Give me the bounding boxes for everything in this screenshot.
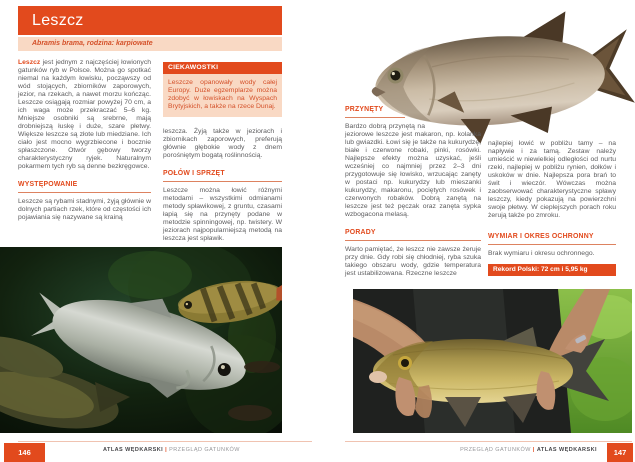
footer-separator: | [165, 447, 168, 453]
polish-record-badge: Rekord Polski: 72 cm i 5,95 kg [488, 264, 616, 276]
polow-paragraph: Leszcze można łowić różnymi metodami – wszystkimi odmianami metody spławikowej, z gruntu, czasami łapią się na przynęty podane w metodzie spinningowej, np. twistery. W jeziorach najpopularniejszą metodą na leszcza jest spławik. [163, 187, 282, 242]
species-title-band [18, 6, 282, 35]
page-number-right: 147 [607, 443, 633, 462]
page-number-left: 146 [4, 443, 45, 462]
section-heading-wystepowanie: WYSTĘPOWANIE [18, 181, 151, 193]
left-page-column-2 [163, 62, 282, 249]
ciekawostki-box-text: Leszcze opanowały wody całej Europy. Duże egzemplarze można zdobyć w łowiskach na Wyspach Brytyjskich, a także na rzece Dunaj. [163, 74, 282, 117]
footer-book-title: ATLAS WĘDKARSKI [536, 447, 597, 453]
underwater-bream-photo [0, 247, 282, 433]
section-heading-przynety: PRZYNĘTY [345, 106, 405, 118]
footer-rule-right [345, 441, 632, 442]
wymiar-text: Brak wymiaru i okresu ochronnego. [488, 250, 595, 257]
angler-holding-bream-photo [353, 289, 632, 433]
section-heading-polow-i-sprzet: POŁÓW I SPRZĘT [163, 170, 282, 182]
species-subtitle-band [18, 37, 282, 51]
footer-right [460, 447, 597, 453]
footer-separator: | [532, 447, 535, 453]
section-heading-wymiar-ochronny: WYMIAR I OKRES OCHRONNY [488, 233, 616, 245]
przynety-paragraph: Bardzo dobrą przynętą na jeziorowe leszcze jest makaron, np. kolanka lub gwiazdki. Łowi się je także na kukurydzę, białe i czerwone robaki, pinki, rosówki. Najlepsze efekty można uzyskać, jeśli wcześniej co najmniej przez 2–3 dni przygotowuje się łowisko, wrzucając zanęty w postaci np. kukurydzy lub mieszanki kukurydzy, makaronu, pociętych rosówek i czerwonych robaków. Dobrą zanętą na leszcze jest też pęczak oraz zanęta sypka wzbogacona melasą. [345, 123, 481, 218]
footer-rule-left [18, 441, 312, 442]
right-page-column-2 [488, 140, 616, 276]
footer-book-title: ATLAS WĘDKARSKI [103, 447, 164, 453]
porady-continued-paragraph: najlepiej łowić w pobliżu tamy – na napływie i za tamą. Zestaw należy umieścić w niewielkiej odległości od nurtu rzeki, najlepiej w pobliżu rynien, dołków i uskoków w dnie. Najlepsza pora brań to świt i wieczór. Wówczas można zaobserwować charakterystyczne spławy leszczy, kiedy pokazują na powierzchni swoje płetwy. W cieplejszych porach roku żerują także po zmroku. [488, 140, 616, 219]
left-page-column-1 [18, 59, 151, 228]
ciekawostki-box-header: CIEKAWOSTKI [163, 62, 282, 74]
page-title: Leszcz [32, 12, 84, 29]
wystepowanie-continued-paragraph: leszcza. Żyją także w jeziorach i zbiornikach zaporowych, preferują głównie głębokie wody z dnem porośniętym bogatą roślinnością. [163, 128, 282, 159]
porady-paragraph: Warto pamiętać, że leszcz nie zawsze żeruje przy dnie. Gdy robi się chłodniej, ryba szuka takiego obszaru wody, gdzie temperatura jest ustabilizowana. Rzeczne leszcze [345, 246, 481, 277]
right-page-column-1 [345, 106, 481, 284]
footer-section-title: PRZEGLĄD GATUNKÓW [460, 447, 531, 453]
wystepowanie-paragraph: Leszcze są rybami stadnymi, żyją głównie w dolnych partiach rzek, które od częstości ich pojawiania się nazywane są krainą [18, 198, 151, 221]
footer-left [103, 447, 240, 453]
ciekawostki-box [163, 62, 282, 117]
footer-section-title: PRZEGLĄD GATUNKÓW [169, 447, 240, 453]
section-heading-porady: PORADY [345, 229, 481, 241]
photo-text-wrap-spacer [425, 123, 481, 131]
intro-paragraph: Leszcz jest jednym z najczęściej łowionych gatunków ryb w Polsce. Można go spotkać niemal na każdym łowisku, począwszy od wód stojących, zbiorników zaporowych, jezior, na rzekach, a nawet morzu kończąc. Leszcze osiągają rozmiar powyżej 70 cm, a ich waga może przekraczać 5–6 kg. Mniejsze osobniki są srebrne, mają drobniejszą łuskę i duże, szare płetwy. Większe leszcze są złote lub miedziane. Ich ciało jest mocno wygrzbiecone i bocznie spłaszczone. Otwór gębowy tworzy charakterystyczny ryjek. Naturalnym pokarmem tych ryb są denne bezkręgowce. [18, 59, 151, 170]
species-latin-name: Abramis brama, rodzina: karpiowate [32, 40, 153, 47]
intro-lead-word: Leszcz [18, 59, 41, 66]
